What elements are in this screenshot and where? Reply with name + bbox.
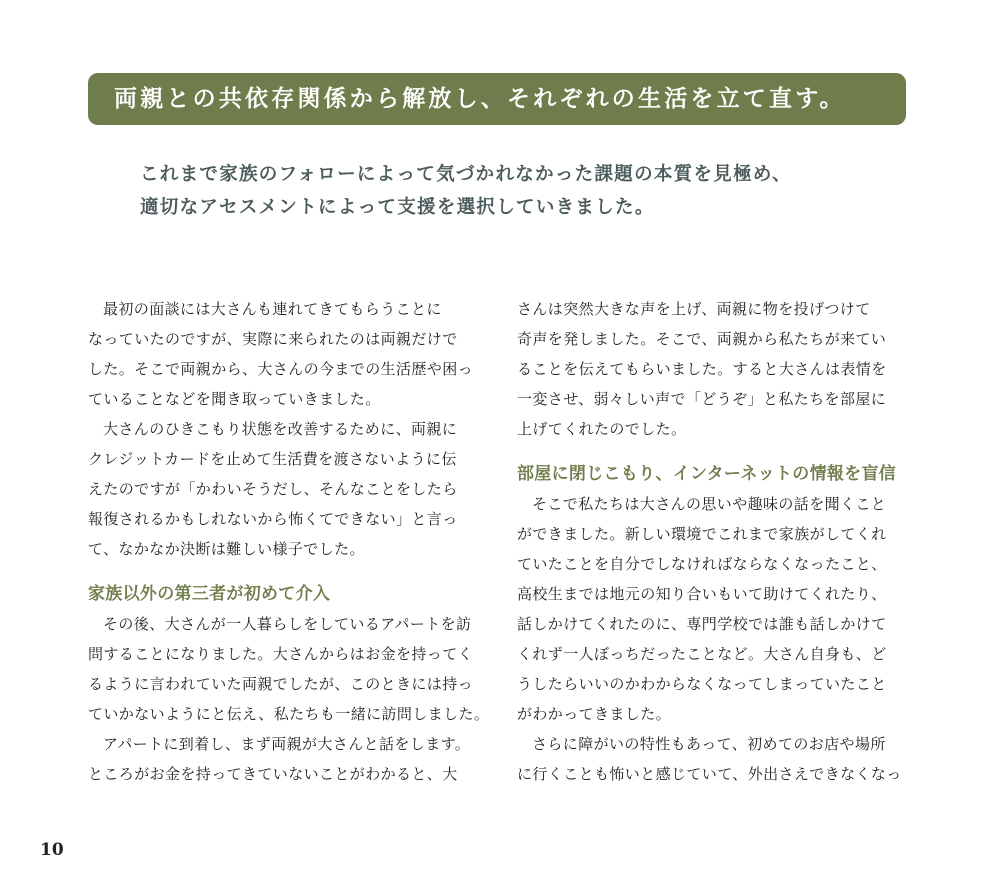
- text-line: 報復されるかもしれないから怖くてできない」と言っ: [88, 510, 458, 528]
- paragraph-6: [517, 729, 905, 789]
- right-column: [517, 294, 905, 789]
- text-line: クレジットカードを止めて生活費を渡さないように伝: [88, 450, 457, 468]
- text-line: るように言われていた両親でしたが、このときには持っ: [88, 675, 474, 693]
- text-line: さらに障がいの特性もあって、初めてのお店や場所: [532, 735, 886, 753]
- section-gap: [88, 564, 476, 579]
- text-line: 奇声を発しました。そこで、両親から私たちが来てい: [517, 330, 887, 348]
- text-line: そこで私たちは大さんの思いや趣味の話を聞くこと: [532, 495, 887, 513]
- text-line: ていることなどを聞き取っていきました。: [88, 390, 381, 408]
- text-line: ていたことを自分でしなければならなくなったこと、: [517, 555, 887, 573]
- text-line: ところがお金を持ってきていないことがわかると、大: [88, 765, 458, 783]
- text-line: うしたらいいのかわからなくなってしまっていたこと: [517, 675, 887, 693]
- text-line: 最初の面談には大さんも連れてきてもらうことに: [103, 300, 442, 318]
- text-line: て、なかなか決断は難しい様子でした。: [88, 540, 365, 558]
- text-line: 大さんのひきこもり状態を改善するために、両親に: [103, 420, 458, 438]
- text-line: くれず一人ぼっちだったことなど。大さん自身も、ど: [517, 645, 887, 663]
- paragraph-4: [88, 729, 476, 789]
- banner-title: 両親との共依存関係から解放し、それぞれの生活を立て直す。: [114, 86, 846, 112]
- text-line: に行くことも怖いと感じていて、外出さえできなくなっ: [517, 765, 902, 783]
- paragraph-5: [517, 489, 905, 729]
- text-line: した。そこで両親から、大さんの今までの生活歴や困っ: [88, 360, 474, 378]
- paragraph-1: [88, 294, 476, 414]
- paragraph-continued: [517, 294, 905, 444]
- lead-line: 適切なアセスメントによって支援を選択していきました。: [140, 197, 655, 218]
- lead-text: [140, 158, 900, 224]
- text-line: 問することになりました。大さんからはお金を持ってく: [88, 645, 474, 663]
- section-gap: [517, 444, 905, 459]
- text-line: その後、大さんが一人暮らしをしているアパートを訪: [103, 615, 472, 633]
- section-banner: [88, 73, 906, 125]
- text-line: 高校生までは地元の知り合いもいて助けてくれたり、: [517, 585, 887, 603]
- section-heading: 家族以外の第三者が初めて介入: [88, 584, 331, 604]
- page-number: 10: [40, 840, 64, 860]
- paragraph-3: [88, 609, 490, 729]
- text-line: 一変させ、弱々しい声で「どうぞ」と私たちを部屋に: [517, 390, 887, 408]
- text-line: ることを伝えてもらいました。すると大さんは表情を: [517, 360, 887, 378]
- paragraph-2: [88, 414, 476, 564]
- text-line: がわかってきました。: [517, 705, 672, 723]
- text-line: アパートに到着し、まず両親が大さんと話をします。: [103, 735, 471, 753]
- text-line: ていかないようにと伝え、私たちも一緒に訪問しました。: [88, 705, 490, 723]
- text-line: さんは突然大きな声を上げ、両親に物を投げつけて: [517, 300, 871, 318]
- text-line: ができました。新しい環境でこれまで家族がしてくれ: [517, 525, 887, 543]
- text-line: 上げてくれたのでした。: [517, 420, 687, 438]
- lead-line: これまで家族のフォローによって気づかれなかった課題の本質を見極め、: [140, 164, 792, 185]
- text-line: なっていたのですが、実際に来られたのは両親だけで: [88, 330, 458, 348]
- left-column: [88, 294, 490, 789]
- text-line: 話しかけてくれたのに、専門学校では誰も話しかけて: [517, 615, 887, 633]
- section-heading: 部屋に閉じこもり、インターネットの情報を盲信: [517, 464, 897, 484]
- text-line: えたのですが「かわいそうだし、そんなことをしたら: [88, 480, 458, 498]
